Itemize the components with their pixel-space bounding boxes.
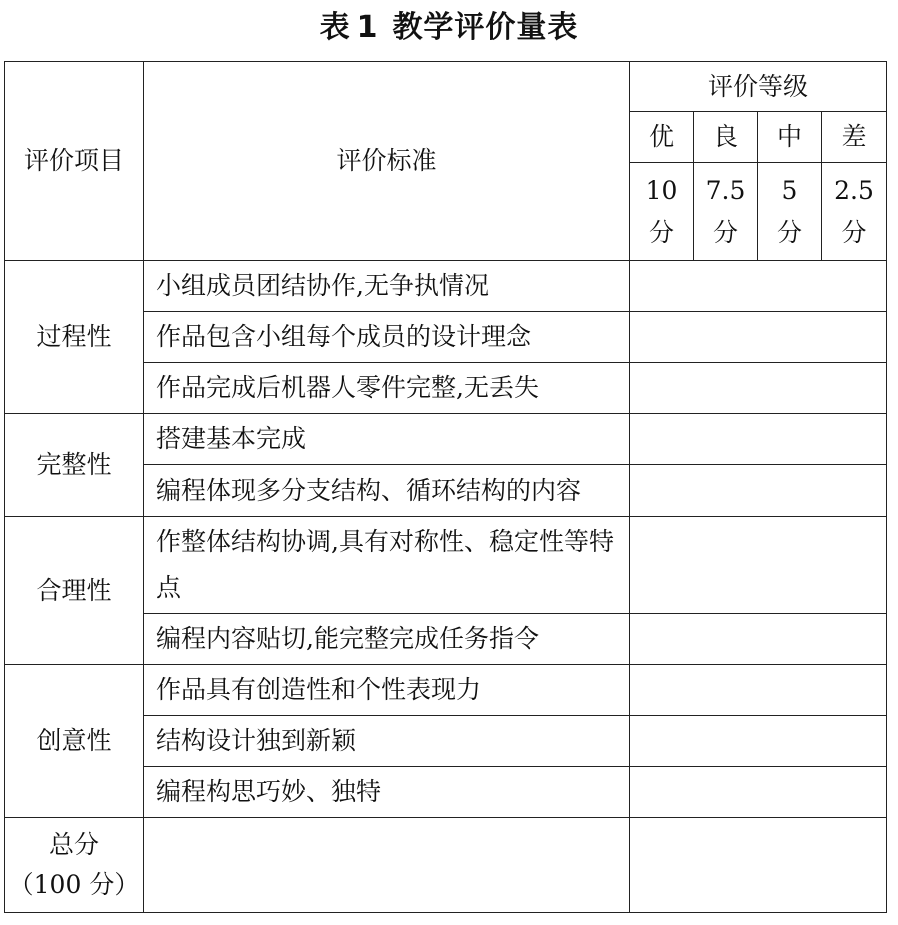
total-label: 总分 [48, 830, 99, 859]
category-process: 过程性 [5, 261, 144, 414]
score-cell [630, 363, 887, 414]
grade-name-poor: 差 [822, 112, 887, 163]
grade-score-value: 10 [645, 175, 678, 205]
criterion-cell: 作整体结构协调,具有对称性、稳定性等特点 [144, 517, 630, 614]
score-cell [630, 517, 887, 614]
grade-name-fair: 中 [758, 112, 822, 163]
grade-score-unit: 分 [776, 217, 802, 247]
criterion-cell: 作品具有创造性和个性表现力 [144, 665, 630, 716]
total-score-cell [630, 818, 887, 913]
score-cell [630, 614, 887, 665]
grade-score-unit: 分 [841, 217, 867, 247]
grade-score-value: 5 [781, 175, 798, 205]
score-cell [630, 665, 887, 716]
table-caption [0, 6, 898, 50]
category-rationality: 合理性 [5, 517, 144, 665]
header-criteria: 评价标准 [144, 62, 630, 261]
grade-score-fair [758, 163, 822, 261]
grade-score-unit: 分 [648, 217, 674, 247]
grade-score-unit: 分 [712, 217, 738, 247]
table-row [5, 261, 887, 312]
header-item: 评价项目 [5, 62, 144, 261]
grade-score-value: 7.5 [705, 175, 746, 205]
total-points: （100 分） [8, 870, 140, 899]
grade-name-good: 良 [694, 112, 758, 163]
caption-title: 教学评价量表 [392, 10, 579, 45]
score-cell [630, 261, 887, 312]
table-row [5, 665, 887, 716]
grade-name-excellent: 优 [630, 112, 694, 163]
criterion-cell: 结构设计独到新颖 [144, 716, 630, 767]
score-cell [630, 767, 887, 818]
total-row [5, 818, 887, 913]
total-label-cell [5, 818, 144, 913]
criterion-cell: 作品包含小组每个成员的设计理念 [144, 312, 630, 363]
criterion-cell: 编程构思巧妙、独特 [144, 767, 630, 818]
caption-label: 表 [319, 10, 351, 45]
criterion-cell: 作品完成后机器人零件完整,无丢失 [144, 363, 630, 414]
score-cell [630, 716, 887, 767]
criterion-cell: 小组成员团结协作,无争执情况 [144, 261, 630, 312]
caption-number: 1 [356, 10, 379, 45]
header-row [5, 62, 887, 112]
total-criteria-cell [144, 818, 630, 913]
score-cell [630, 465, 887, 517]
grade-score-value: 2.5 [834, 175, 874, 205]
table-row [5, 517, 887, 614]
score-cell [630, 414, 887, 465]
score-cell [630, 312, 887, 363]
grade-score-excellent [630, 163, 694, 261]
header-grade: 评价等级 [630, 62, 887, 112]
evaluation-table [4, 61, 887, 913]
criterion-cell: 编程体现多分支结构、循环结构的内容 [144, 465, 630, 517]
grade-score-good [694, 163, 758, 261]
category-creativity: 创意性 [5, 665, 144, 818]
grade-score-poor [822, 163, 887, 261]
criterion-cell: 搭建基本完成 [144, 414, 630, 465]
category-completeness: 完整性 [5, 414, 144, 517]
criterion-cell: 编程内容贴切,能完整完成任务指令 [144, 614, 630, 665]
table-row [5, 414, 887, 465]
